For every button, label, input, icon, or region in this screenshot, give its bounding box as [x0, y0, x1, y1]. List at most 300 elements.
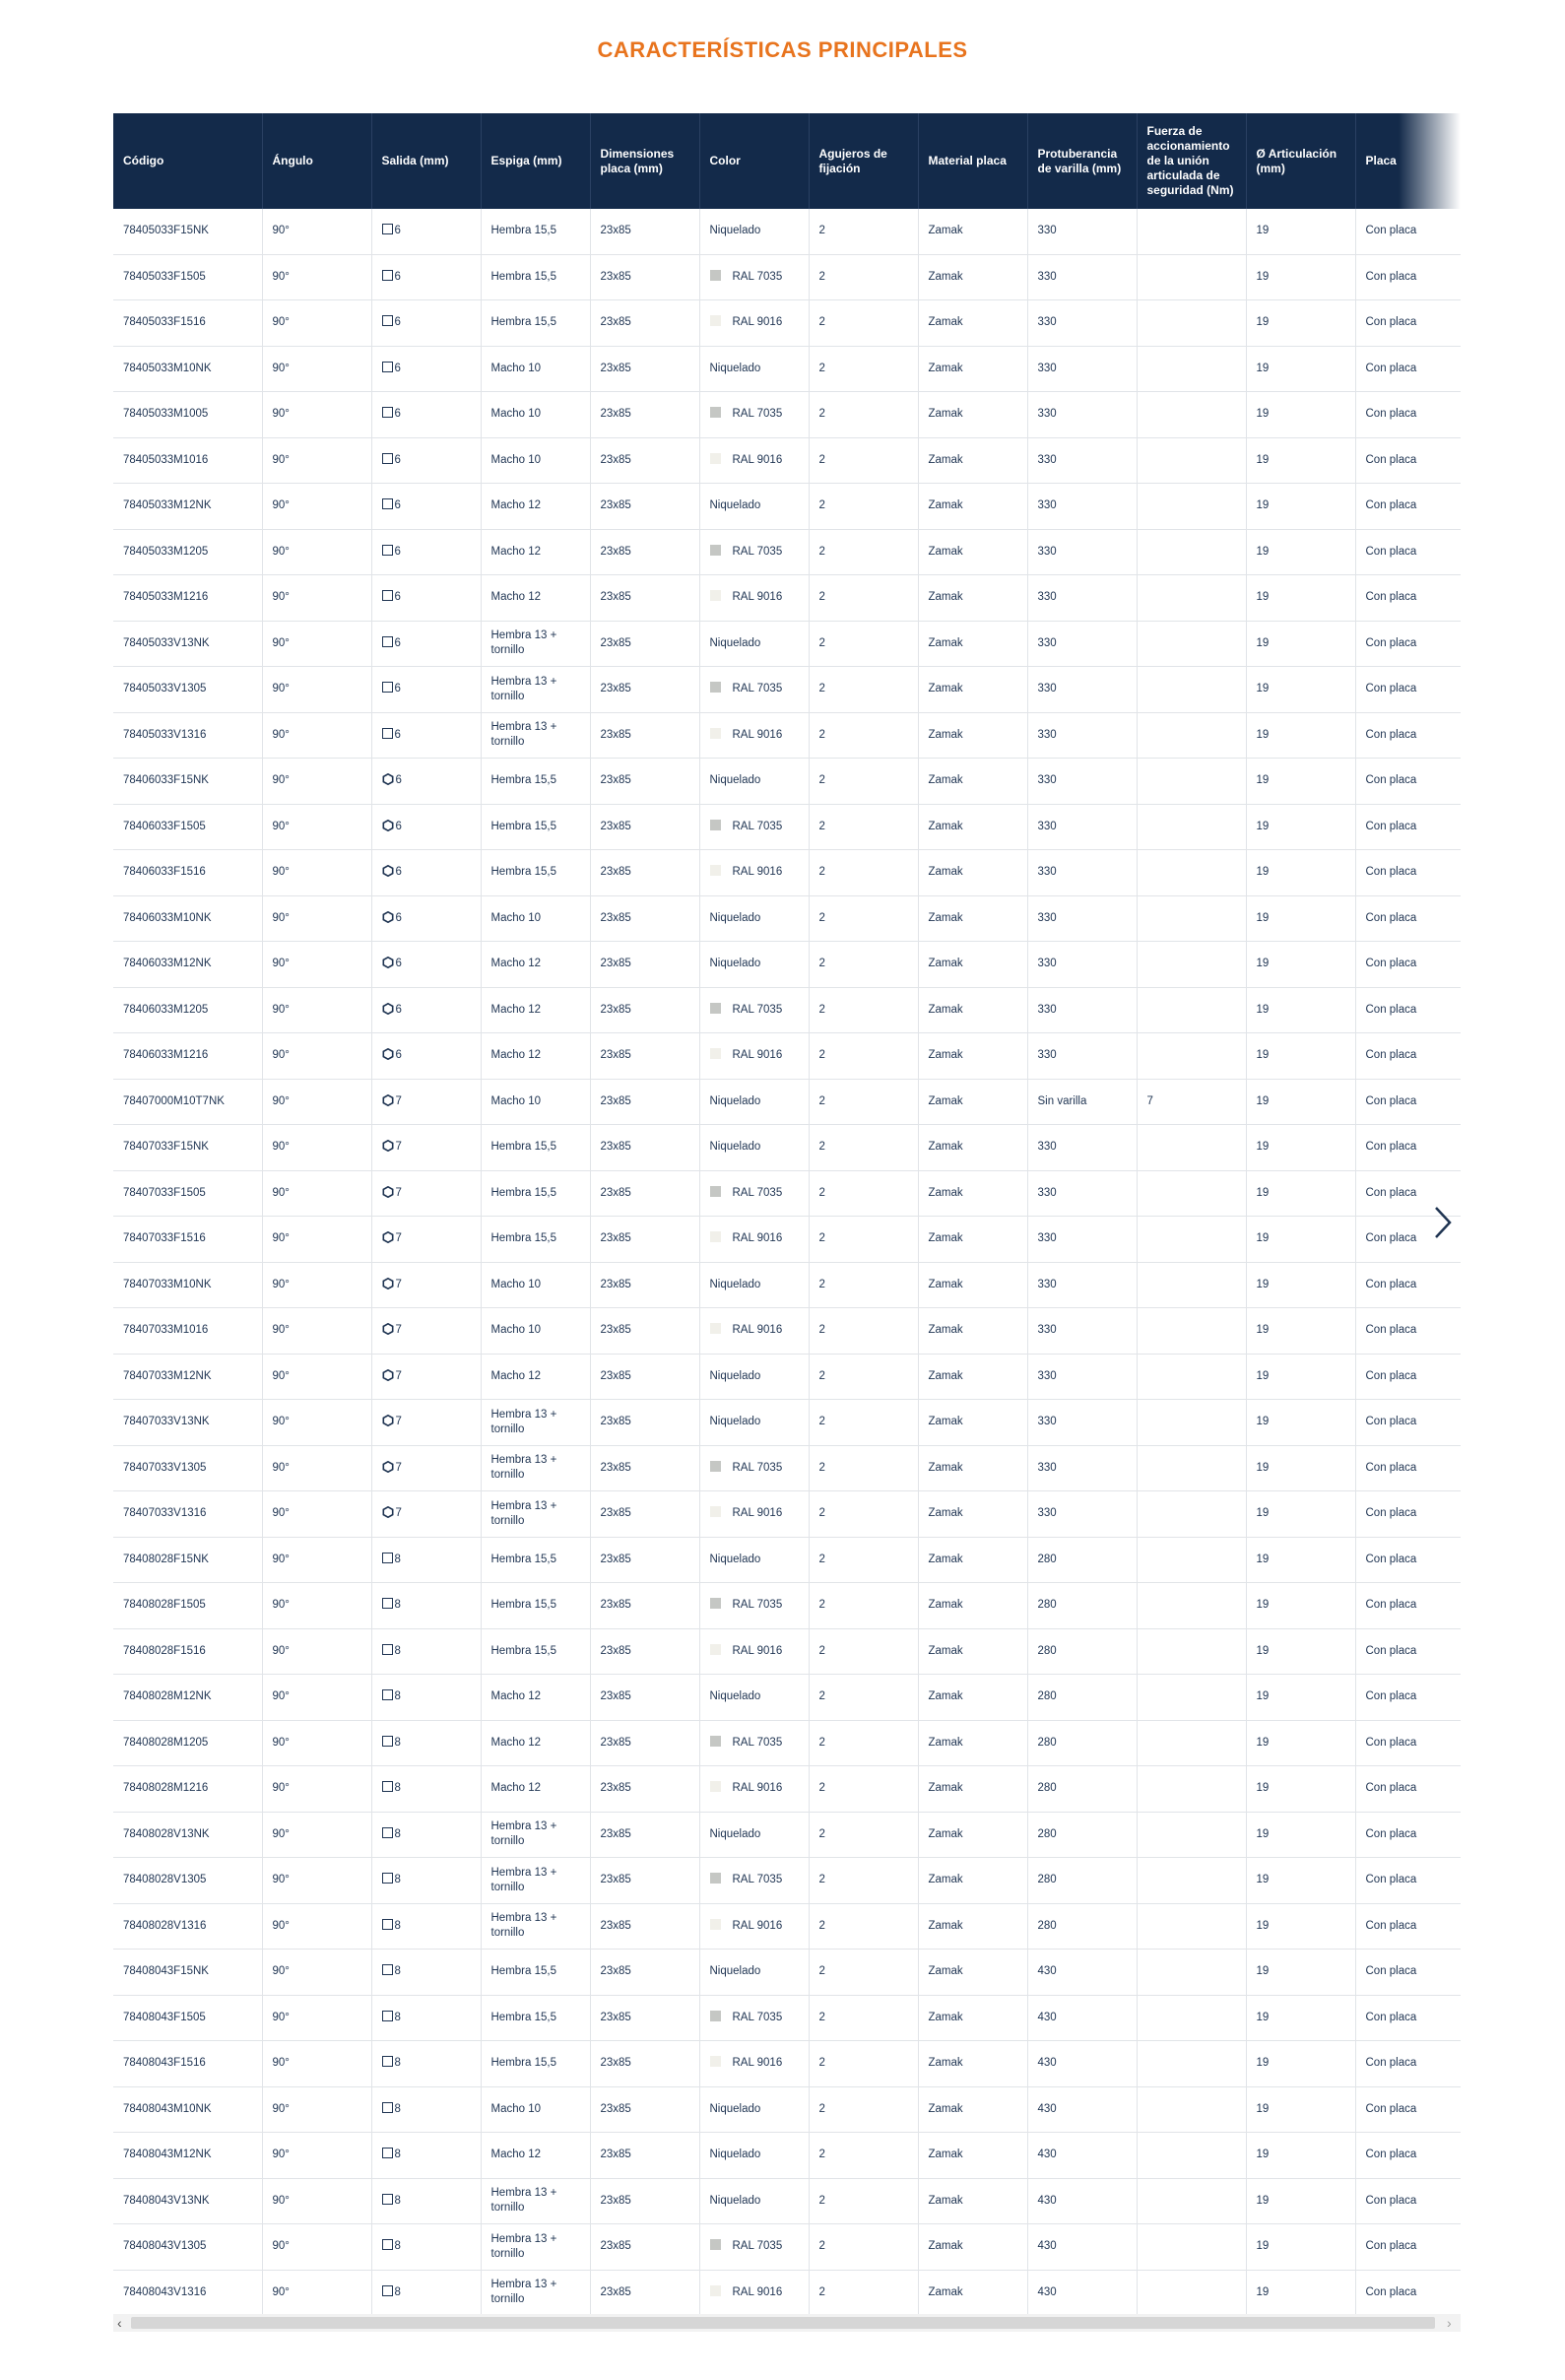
cell-fuerza [1137, 1033, 1246, 1080]
cell-angulo: 90° [262, 254, 371, 300]
cell-agujeros: 2 [809, 1354, 918, 1400]
cell-placa: Con placa [1355, 1675, 1461, 1721]
cell-color [699, 1308, 809, 1355]
color-swatch [710, 682, 721, 693]
cell-material: Zamak [918, 1812, 1027, 1858]
square-icon [382, 636, 393, 647]
cell-angulo: 90° [262, 1583, 371, 1629]
cell-dim: 23x85 [590, 1720, 699, 1766]
cell-angulo: 90° [262, 667, 371, 713]
color-value: RAL 9016 [732, 728, 783, 741]
table-row [113, 1125, 1461, 1171]
square-icon [382, 2194, 393, 2205]
chevron-right-icon[interactable] [1430, 1204, 1456, 1241]
cell-codigo: 78408028F1505 [113, 1583, 262, 1629]
cell-color [699, 1217, 809, 1263]
cell-color [699, 1675, 809, 1721]
cell-salida [371, 575, 481, 622]
cell-fuerza [1137, 759, 1246, 805]
cell-protub: 330 [1027, 484, 1137, 530]
color-value: Niquelado [709, 1827, 761, 1840]
cell-protub: 330 [1027, 1354, 1137, 1400]
cell-material: Zamak [918, 987, 1027, 1033]
cell-codigo: 78407033F1516 [113, 1217, 262, 1263]
salida-value: 8 [394, 1553, 401, 1565]
cell-dim: 23x85 [590, 2224, 699, 2271]
cell-color [699, 529, 809, 575]
color-value: Niquelado [709, 1416, 761, 1428]
cell-agujeros: 2 [809, 575, 918, 622]
cell-espiga: Hembra 15,5 [481, 209, 590, 254]
cell-agujeros: 2 [809, 987, 918, 1033]
cell-angulo: 90° [262, 1950, 371, 1996]
cell-salida [371, 1812, 481, 1858]
cell-material: Zamak [918, 1995, 1027, 2041]
cell-color [699, 1170, 809, 1217]
cell-color [699, 621, 809, 667]
table-row [113, 437, 1461, 484]
cell-dim: 23x85 [590, 1628, 699, 1675]
cell-dim: 23x85 [590, 1491, 699, 1538]
cell-espiga: Hembra 13 + tornillo [481, 1858, 590, 1904]
cell-fuerza [1137, 1995, 1246, 2041]
cell-agujeros: 2 [809, 1858, 918, 1904]
color-value: Niquelado [709, 2149, 761, 2161]
salida-value: 6 [395, 1049, 402, 1062]
square-icon [382, 453, 393, 464]
cell-espiga: Macho 12 [481, 1354, 590, 1400]
cell-codigo: 78407000M10T7NK [113, 1079, 262, 1125]
cell-espiga: Hembra 15,5 [481, 1537, 590, 1583]
cell-codigo: 78406033M1205 [113, 987, 262, 1033]
cell-codigo: 78405033M1216 [113, 575, 262, 622]
cell-color [699, 300, 809, 347]
cell-agujeros: 2 [809, 804, 918, 850]
cell-fuerza [1137, 895, 1246, 942]
cell-salida [371, 209, 481, 254]
cell-placa: Con placa [1355, 2133, 1461, 2179]
cell-codigo: 78405033M1005 [113, 392, 262, 438]
color-swatch [710, 270, 721, 281]
cell-codigo: 78407033F15NK [113, 1125, 262, 1171]
cell-agujeros: 2 [809, 2224, 918, 2271]
table-row [113, 484, 1461, 530]
cell-angulo: 90° [262, 1628, 371, 1675]
scroll-left-button[interactable]: ‹ [117, 2315, 122, 2331]
salida-value: 7 [395, 1324, 402, 1337]
cell-fuerza: 7 [1137, 1079, 1246, 1125]
color-value: Niquelado [709, 1690, 761, 1703]
cell-protub: 430 [1027, 1950, 1137, 1996]
cell-angulo: 90° [262, 437, 371, 484]
salida-value: 8 [394, 1874, 401, 1886]
color-swatch [710, 2239, 721, 2250]
cell-art: 19 [1246, 987, 1355, 1033]
cell-codigo: 78405033M10NK [113, 346, 262, 392]
salida-value: 7 [395, 1141, 402, 1154]
salida-value: 6 [394, 225, 401, 237]
square-icon [382, 2056, 393, 2067]
color-swatch [710, 1003, 721, 1014]
table-row [113, 346, 1461, 392]
cell-angulo: 90° [262, 895, 371, 942]
cell-color [699, 1262, 809, 1308]
cell-art: 19 [1246, 392, 1355, 438]
cell-codigo: 78405033M12NK [113, 484, 262, 530]
cell-codigo: 78405033F1505 [113, 254, 262, 300]
cell-espiga: Hembra 15,5 [481, 1217, 590, 1263]
cell-agujeros: 2 [809, 1537, 918, 1583]
cell-agujeros: 2 [809, 1812, 918, 1858]
cell-protub: 330 [1027, 1125, 1137, 1171]
column-header: Protuberancia de varilla (mm) [1027, 113, 1137, 209]
table-header-row [113, 113, 1461, 209]
color-value: Niquelado [709, 362, 761, 374]
salida-value: 8 [394, 1782, 401, 1795]
cell-color [699, 1033, 809, 1080]
cell-dim: 23x85 [590, 575, 699, 622]
cell-fuerza [1137, 1262, 1246, 1308]
cell-art: 19 [1246, 1858, 1355, 1904]
cell-placa: Con placa [1355, 300, 1461, 347]
cell-protub: 330 [1027, 759, 1137, 805]
cell-fuerza [1137, 850, 1246, 896]
cell-salida [371, 1537, 481, 1583]
cell-placa: Con placa [1355, 1491, 1461, 1538]
square-icon [382, 545, 393, 556]
cell-color [699, 1125, 809, 1171]
cell-angulo: 90° [262, 300, 371, 347]
cell-agujeros: 2 [809, 1308, 918, 1355]
cell-color [699, 437, 809, 484]
square-icon [382, 590, 393, 601]
cell-art: 19 [1246, 1628, 1355, 1675]
cell-fuerza [1137, 2178, 1246, 2224]
salida-value: 8 [394, 2194, 401, 2207]
table-row [113, 2224, 1461, 2271]
cell-material: Zamak [918, 759, 1027, 805]
cell-espiga: Macho 10 [481, 392, 590, 438]
cell-material: Zamak [918, 300, 1027, 347]
cell-art: 19 [1246, 895, 1355, 942]
cell-salida [371, 1400, 481, 1446]
salida-value: 6 [394, 499, 401, 512]
cell-codigo: 78405033M1016 [113, 437, 262, 484]
cell-codigo: 78408043F1505 [113, 1995, 262, 2041]
table-row [113, 2041, 1461, 2087]
cell-codigo: 78407033V13NK [113, 1400, 262, 1446]
square-icon [382, 1873, 393, 1884]
salida-value: 7 [395, 1278, 402, 1290]
cell-art: 19 [1246, 254, 1355, 300]
cell-espiga: Macho 10 [481, 2086, 590, 2133]
table-row [113, 895, 1461, 942]
color-value: RAL 7035 [732, 820, 783, 832]
cell-fuerza [1137, 2224, 1246, 2271]
table-row [113, 667, 1461, 713]
salida-value: 8 [394, 1965, 401, 1978]
cell-protub: 330 [1027, 1262, 1137, 1308]
cell-art: 19 [1246, 1995, 1355, 2041]
cell-angulo: 90° [262, 2041, 371, 2087]
cell-agujeros: 2 [809, 2270, 918, 2314]
cell-dim: 23x85 [590, 1445, 699, 1491]
column-header: Espiga (mm) [481, 113, 590, 209]
hexagon-icon [382, 1003, 394, 1015]
cell-codigo: 78406033M10NK [113, 895, 262, 942]
scroll-thumb[interactable] [131, 2317, 1435, 2329]
cell-codigo: 78406033M1216 [113, 1033, 262, 1080]
salida-value: 8 [394, 1690, 401, 1703]
cell-agujeros: 2 [809, 254, 918, 300]
color-value: Niquelado [709, 636, 761, 649]
cell-dim: 23x85 [590, 1583, 699, 1629]
table-row [113, 1537, 1461, 1583]
cell-color [699, 346, 809, 392]
cell-art: 19 [1246, 1217, 1355, 1263]
cell-espiga: Macho 12 [481, 1675, 590, 1721]
cell-espiga: Macho 10 [481, 895, 590, 942]
cell-angulo: 90° [262, 1720, 371, 1766]
table-row [113, 2270, 1461, 2314]
cell-codigo: 78408028M1216 [113, 1766, 262, 1813]
cell-fuerza [1137, 1766, 1246, 1813]
cell-dim: 23x85 [590, 1675, 699, 1721]
color-value: Niquelado [709, 958, 761, 970]
cell-placa: Con placa [1355, 1354, 1461, 1400]
cell-material: Zamak [918, 1170, 1027, 1217]
cell-dim: 23x85 [590, 1950, 699, 1996]
cell-espiga: Macho 10 [481, 1262, 590, 1308]
cell-angulo: 90° [262, 1262, 371, 1308]
cell-placa: Con placa [1355, 1858, 1461, 1904]
cell-art: 19 [1246, 1262, 1355, 1308]
cell-salida [371, 484, 481, 530]
color-value: RAL 7035 [732, 1736, 783, 1749]
table-row [113, 1079, 1461, 1125]
table-row [113, 804, 1461, 850]
cell-agujeros: 2 [809, 1903, 918, 1950]
cell-agujeros: 2 [809, 529, 918, 575]
cell-fuerza [1137, 1354, 1246, 1400]
cell-angulo: 90° [262, 1125, 371, 1171]
cell-salida [371, 2178, 481, 2224]
hexagon-icon [382, 1506, 394, 1518]
cell-espiga: Hembra 15,5 [481, 759, 590, 805]
cell-placa: Con placa [1355, 1628, 1461, 1675]
cell-art: 19 [1246, 2270, 1355, 2314]
cell-art: 19 [1246, 759, 1355, 805]
color-value: RAL 7035 [732, 2240, 783, 2253]
cell-salida [371, 529, 481, 575]
color-value: Niquelado [709, 1965, 761, 1978]
cell-salida [371, 1033, 481, 1080]
cell-dim: 23x85 [590, 1033, 699, 1080]
cell-dim: 23x85 [590, 1903, 699, 1950]
color-value: RAL 7035 [732, 1186, 783, 1199]
cell-fuerza [1137, 712, 1246, 759]
cell-fuerza [1137, 437, 1246, 484]
cell-dim: 23x85 [590, 667, 699, 713]
cell-salida [371, 2086, 481, 2133]
salida-value: 8 [394, 2011, 401, 2023]
color-value: Niquelado [709, 499, 761, 512]
color-value: RAL 7035 [732, 408, 783, 421]
cell-salida [371, 1766, 481, 1813]
cell-color [699, 895, 809, 942]
color-value: RAL 9016 [732, 866, 783, 879]
salida-value: 6 [394, 636, 401, 649]
cell-art: 19 [1246, 484, 1355, 530]
cell-fuerza [1137, 346, 1246, 392]
cell-angulo: 90° [262, 2224, 371, 2271]
cell-protub: 330 [1027, 1217, 1137, 1263]
cell-color [699, 484, 809, 530]
cell-espiga: Hembra 13 + tornillo [481, 2178, 590, 2224]
cell-angulo: 90° [262, 484, 371, 530]
cell-salida [371, 1628, 481, 1675]
cell-placa: Con placa [1355, 1583, 1461, 1629]
horizontal-scrollbar[interactable] [113, 2314, 1461, 2332]
cell-fuerza [1137, 484, 1246, 530]
cell-angulo: 90° [262, 621, 371, 667]
cell-art: 19 [1246, 437, 1355, 484]
color-swatch [710, 407, 721, 418]
cell-placa: Con placa [1355, 575, 1461, 622]
cell-angulo: 90° [262, 850, 371, 896]
cell-codigo: 78408043V13NK [113, 2178, 262, 2224]
cell-espiga: Hembra 13 + tornillo [481, 1445, 590, 1491]
cell-espiga: Hembra 13 + tornillo [481, 1812, 590, 1858]
color-swatch [710, 1461, 721, 1472]
salida-value: 6 [394, 362, 401, 374]
cell-agujeros: 2 [809, 1033, 918, 1080]
color-swatch [710, 590, 721, 601]
color-swatch [710, 865, 721, 876]
square-icon [382, 1644, 393, 1655]
salida-value: 6 [394, 591, 401, 604]
cell-placa: Con placa [1355, 804, 1461, 850]
cell-espiga: Macho 10 [481, 346, 590, 392]
table-row [113, 1583, 1461, 1629]
cell-color [699, 712, 809, 759]
cell-fuerza [1137, 1537, 1246, 1583]
column-header: Color [699, 113, 809, 209]
cell-placa: Con placa [1355, 1170, 1461, 1217]
square-icon [382, 362, 393, 372]
cell-espiga: Macho 12 [481, 1033, 590, 1080]
column-header: Ø Articulación (mm) [1246, 113, 1355, 209]
cell-fuerza [1137, 1812, 1246, 1858]
cell-color [699, 2178, 809, 2224]
cell-color [699, 850, 809, 896]
cell-material: Zamak [918, 1537, 1027, 1583]
cell-material: Zamak [918, 529, 1027, 575]
cell-material: Zamak [918, 1675, 1027, 1721]
cell-angulo: 90° [262, 1903, 371, 1950]
cell-salida [371, 1262, 481, 1308]
cell-protub: 330 [1027, 346, 1137, 392]
scroll-right-button[interactable]: › [1447, 2315, 1452, 2331]
cell-placa: Con placa [1355, 346, 1461, 392]
cell-agujeros: 2 [809, 667, 918, 713]
square-icon [382, 407, 393, 418]
cell-agujeros: 2 [809, 1079, 918, 1125]
cell-material: Zamak [918, 1354, 1027, 1400]
cell-color [699, 1903, 809, 1950]
color-value: RAL 9016 [732, 2057, 783, 2070]
cell-codigo: 78405033V1305 [113, 667, 262, 713]
cell-espiga: Hembra 13 + tornillo [481, 2224, 590, 2271]
cell-material: Zamak [918, 1950, 1027, 1996]
cell-art: 19 [1246, 346, 1355, 392]
cell-espiga: Macho 12 [481, 987, 590, 1033]
hexagon-icon [382, 1140, 394, 1152]
cell-dim: 23x85 [590, 621, 699, 667]
cell-placa: Con placa [1355, 1217, 1461, 1263]
cell-agujeros: 2 [809, 209, 918, 254]
cell-fuerza [1137, 1583, 1246, 1629]
cell-angulo: 90° [262, 1491, 371, 1538]
cell-placa: Con placa [1355, 437, 1461, 484]
color-value: RAL 9016 [732, 1232, 783, 1245]
cell-color [699, 575, 809, 622]
table-row [113, 1766, 1461, 1813]
column-header: Ángulo [262, 113, 371, 209]
cell-dim: 23x85 [590, 2133, 699, 2179]
cell-agujeros: 2 [809, 2133, 918, 2179]
cell-agujeros: 2 [809, 1675, 918, 1721]
cell-espiga: Hembra 15,5 [481, 2041, 590, 2087]
hexagon-icon [382, 1369, 394, 1381]
cell-material: Zamak [918, 2133, 1027, 2179]
square-icon [382, 1964, 393, 1975]
cell-color [699, 1812, 809, 1858]
cell-art: 19 [1246, 575, 1355, 622]
cell-codigo: 78405033M1205 [113, 529, 262, 575]
cell-codigo: 78406033F15NK [113, 759, 262, 805]
color-value: Niquelado [709, 1553, 761, 1565]
cell-color [699, 804, 809, 850]
cell-dim: 23x85 [590, 1400, 699, 1446]
salida-value: 8 [394, 1599, 401, 1612]
cell-protub: 430 [1027, 2178, 1137, 2224]
cell-angulo: 90° [262, 759, 371, 805]
cell-art: 19 [1246, 1766, 1355, 1813]
cell-protub: 430 [1027, 2270, 1137, 2314]
cell-color [699, 1766, 809, 1813]
cell-dim: 23x85 [590, 1170, 699, 1217]
cell-codigo: 78408043M12NK [113, 2133, 262, 2179]
salida-value: 8 [394, 2057, 401, 2070]
cell-protub: 280 [1027, 1858, 1137, 1904]
cell-agujeros: 2 [809, 1628, 918, 1675]
cell-protub: 330 [1027, 895, 1137, 942]
spec-table-container[interactable] [113, 113, 1461, 2314]
color-value: RAL 7035 [732, 1874, 783, 1886]
cell-material: Zamak [918, 850, 1027, 896]
salida-value: 8 [394, 2102, 401, 2115]
square-icon [382, 315, 393, 326]
cell-angulo: 90° [262, 1812, 371, 1858]
cell-agujeros: 2 [809, 1995, 918, 2041]
cell-placa: Con placa [1355, 2041, 1461, 2087]
cell-codigo: 78407033V1316 [113, 1491, 262, 1538]
cell-material: Zamak [918, 484, 1027, 530]
square-icon [382, 498, 393, 509]
table-row [113, 300, 1461, 347]
cell-protub: 330 [1027, 437, 1137, 484]
